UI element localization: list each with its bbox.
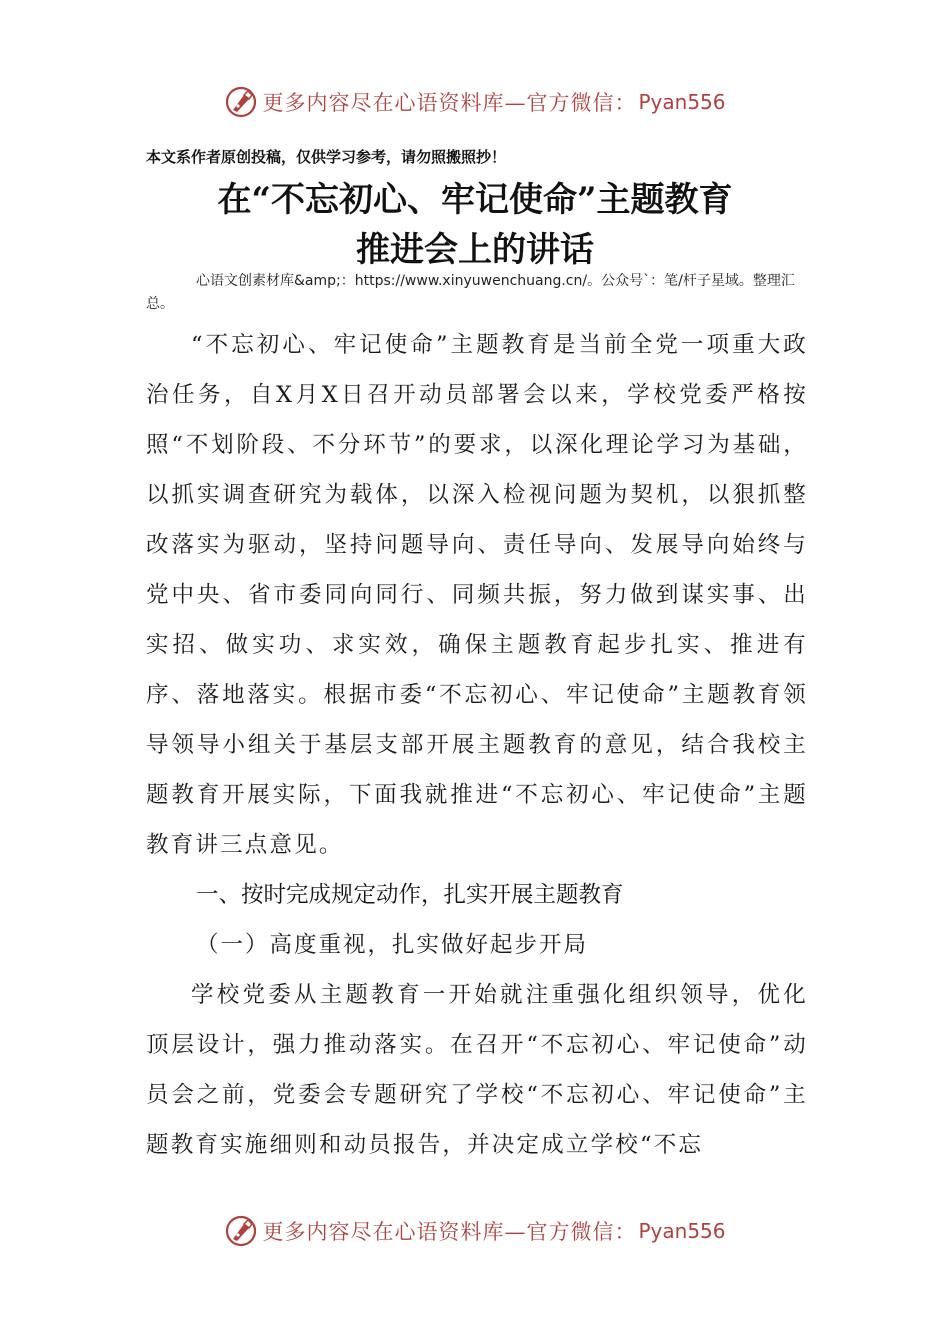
pen-nib-logo-icon: [224, 1214, 258, 1248]
banner-wechat-id: Pyan556: [638, 1219, 726, 1243]
source-attribution: 心语文创素材库&amp;：https://www.xinyuwenchuang.cn/。公众号`：笔/杆子星域。整理汇总。: [146, 273, 795, 312]
banner-wechat-id: Pyan556: [638, 90, 726, 114]
page-title-line-1: 在“不忘初心、牢记使命”主题教育: [217, 180, 733, 220]
body-paragraph-intro: “不忘初心、牢记使命”主题教育是当前全党一项重大政治任务，自X月X日召开动员部署会以来，学校党委严格按照“不划阶段、不分环节”的要求，以深化理论学习为基础，以抓实调查研究为载体，以深入检视问题为契机，以狠抓整改落实为驱动，坚持问题导向、责任导向、发展导向始终与党中央、省市委同向同行、同频共振，努力做到谋实事、出实招、做实功、求实效，确保主题教育起步扎实、推进有序、落地落实。根据市委“不忘初心、牢记使命”主题教育领导领导小组关于基层支部开展主题教育的意见，结合我校主题教育开展实际，下面我就推进“不忘初心、牢记使命”主题教育讲三点意见。: [146, 332, 808, 858]
section-heading-1: 一、按时完成规定动作，扎实开展主题教育: [196, 882, 624, 908]
banner-text: 更多内容尽在心语资料库—官方微信：: [262, 1220, 637, 1244]
copyright-notice: 本文系作者原创投稿，仅供学习参考，请勿照搬照抄！: [146, 148, 507, 166]
banner-text: 更多内容尽在心语资料库—官方微信：: [262, 91, 637, 115]
top-banner: [0, 82, 950, 122]
page-title-line-2: 推进会上的讲话: [356, 230, 594, 270]
bottom-banner: [0, 1211, 950, 1251]
pen-nib-logo-icon: [224, 85, 258, 119]
body-paragraph-2: 学校党委从主题教育一开始就注重强化组织领导，优化顶层设计，强力推动落实。在召开“不忘初心、牢记使命”动员会之前，党委会专题研究了学校“不忘初心、牢记使命”主题教育实施细则和动员报告，并决定成立学校“不忘: [146, 982, 808, 1158]
subsection-heading-1: （一）高度重视，扎实做好起步开局: [196, 932, 589, 958]
